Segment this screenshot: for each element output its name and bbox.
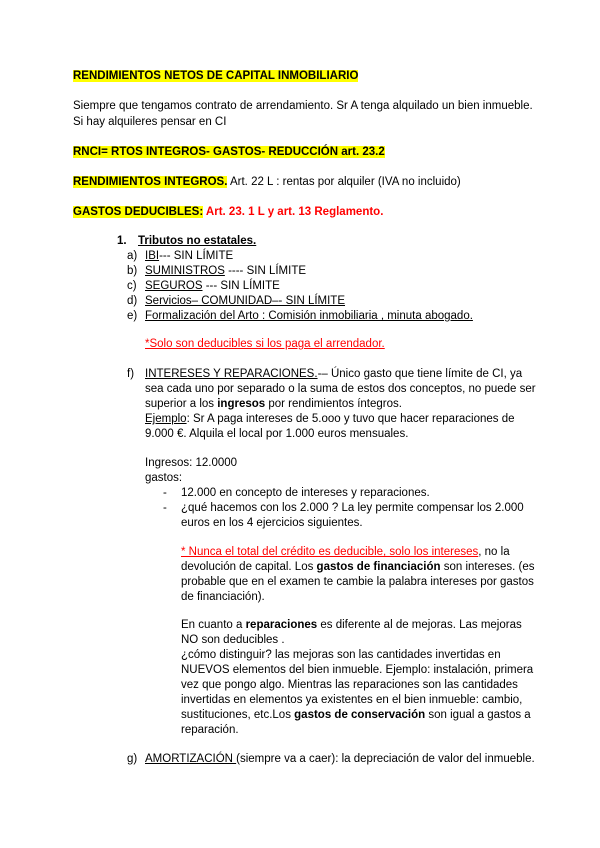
reparaciones-text-7c: son igual a gastos a [425,709,531,721]
bullet-2-text-2: euros en los 4 ejercicios siguientes. [181,517,363,529]
document-title [73,69,358,84]
item-f-line-1 [145,367,522,382]
reparaciones-line-4: NUEVOS elementos del bien inmueble. Ejemplo: instalación, primera [181,664,534,676]
item-letter-a: a) [127,250,138,262]
reparaciones-text-1c: es diferente al de mejoras. Las mejoras [317,619,522,631]
item-f-ingresos-bold: ingresos [217,398,266,410]
nunca-text-2a: devolución de capital. Los [181,561,317,573]
example-line-2: 9.000 €. Alquila el local por 1.000 euros mensuales. [145,428,409,440]
item-f-dash: -– [317,368,331,380]
section-1-number: 1. [117,235,127,247]
item-b [145,264,306,279]
item-f-line-2: sea cada uno por separado o la suma de estos dos conceptos, no puede ser [145,383,536,395]
item-a-rest: --- SIN LÍMITE [159,250,234,262]
item-b-rest: ---- SIN LÍMITE [224,265,307,277]
item-b-label: SUMINISTROS [145,265,225,277]
integros-label: RENDIMIENTOS INTEGROS. [73,176,228,188]
item-d [145,294,345,309]
nunca-text-2c: son intereses. (es [440,561,535,573]
section-1-title: Tributos no estatales. [138,235,257,247]
item-g-rest: (siempre va a caer): la depreciación de valor del inmueble. [236,753,535,765]
item-letter-e: e) [127,310,138,322]
item-c [145,279,280,294]
reparaciones-line-8: reparación. [181,724,239,736]
title-highlight: RENDIMIENTOS NETOS DE CAPITAL INMOBILIARIO [73,70,359,82]
note-e: *Solo son deducibles si los paga el arrendador. [145,338,385,350]
gastos-conservacion-bold: gastos de conservación [294,709,426,721]
item-f-label: INTERESES Y REPARACIONES. [145,368,318,380]
nunca-line-4: de financiación). [181,591,265,603]
item-f-line-3 [145,397,402,412]
reparaciones-line-7 [181,708,531,723]
reparaciones-line-1 [181,618,522,633]
item-f-text-1: Único gasto que tiene límite de CI, ya [330,368,523,380]
bullet-1-text: 12.000 en concepto de intereses y reparaciones. [181,487,430,499]
intro-line-1: Siempre que tengamos contrato de arrendamiento. Sr A tenga alquilado un bien inmueble. [73,100,533,112]
item-c-rest: --- SIN LÍMITE [202,280,280,292]
nunca-line-2 [181,560,535,575]
item-letter-c: c) [127,280,137,292]
gastos-label: GASTOS DEDUCIBLES [73,206,200,218]
reparaciones-line-6: invertidas en elementos ya existentes en el bien inmueble: cambio, [181,694,523,706]
reparaciones-line-5: vez que pongo algo. Mientras las reparaciones son las cantidades [181,679,518,691]
bullet-2-text-1: ¿qué hacemos con los 2.000 ? La ley permite compensar los 2.000 [181,502,524,514]
formula-line [73,145,385,160]
bullet-1-marker: - [163,487,167,499]
item-e [145,309,473,324]
example-label: Ejemplo [145,413,187,425]
ingresos-line: Ingresos: 12.0000 [145,457,238,469]
reparaciones-text-7a: sustituciones, etc.Los [181,709,295,721]
item-letter-f: f) [127,368,135,380]
nunca-red-text: * Nunca el total del crédito es deducible, solo los intereses [181,546,479,558]
integros-text: Art. 22 L : rentas por alquiler (IVA no incluido) [227,176,461,188]
item-letter-g: g) [127,753,138,765]
example-text-1: : Sr A paga intereses de 5.ooo y tuvo que hacer reparaciones de [186,413,515,425]
nunca-line-3: probable que en el examen te cambie la palabra intereses por gastos [181,576,534,588]
item-a-label: IBI [145,250,160,262]
gastos-sub-line: gastos: [145,472,183,484]
gastos-line [73,205,383,220]
nunca-text-1b: , no la [478,546,510,558]
item-d-label: Servicios– COMUNIDAD–- SIN LÍMITE [145,295,346,307]
gastos-financiacion-bold: gastos de financiación [316,561,441,573]
reparaciones-line-2: NO son deducibles . [181,634,285,646]
nunca-line-1 [181,545,510,560]
example-line-1 [145,412,515,427]
item-g [145,752,535,767]
reparaciones-line-3: ¿cómo distinguir? las mejoras son las cantidades invertidas en [181,649,501,661]
item-a [145,249,233,264]
item-c-label: SEGUROS [145,280,203,292]
reparaciones-text-1a: En cuanto a [181,619,246,631]
integros-line [73,175,461,190]
item-f-text-3c: por rendimientos íntegros. [265,398,402,410]
gastos-ref: Art. 23. 1 L y art. 13 Reglamento. [203,206,384,218]
item-letter-b: b) [127,265,138,277]
item-g-label: AMORTIZACIÓN [145,753,237,765]
intro-line-2: Si hay alquileres pensar en CI [73,116,227,128]
gastos-colon: : [199,206,204,218]
formula-highlight: RNCI= RTOS INTEGROS- GASTOS- REDUCCIÓN art. 23.2 [73,146,385,158]
item-e-label: Formalización del Arto : Comisión inmobiliaria , minuta abogado. [145,310,473,322]
item-letter-d: d) [127,295,138,307]
item-f-text-3a: superior a los [145,398,218,410]
bullet-2-marker: - [163,502,167,514]
reparaciones-bold: reparaciones [245,619,318,631]
